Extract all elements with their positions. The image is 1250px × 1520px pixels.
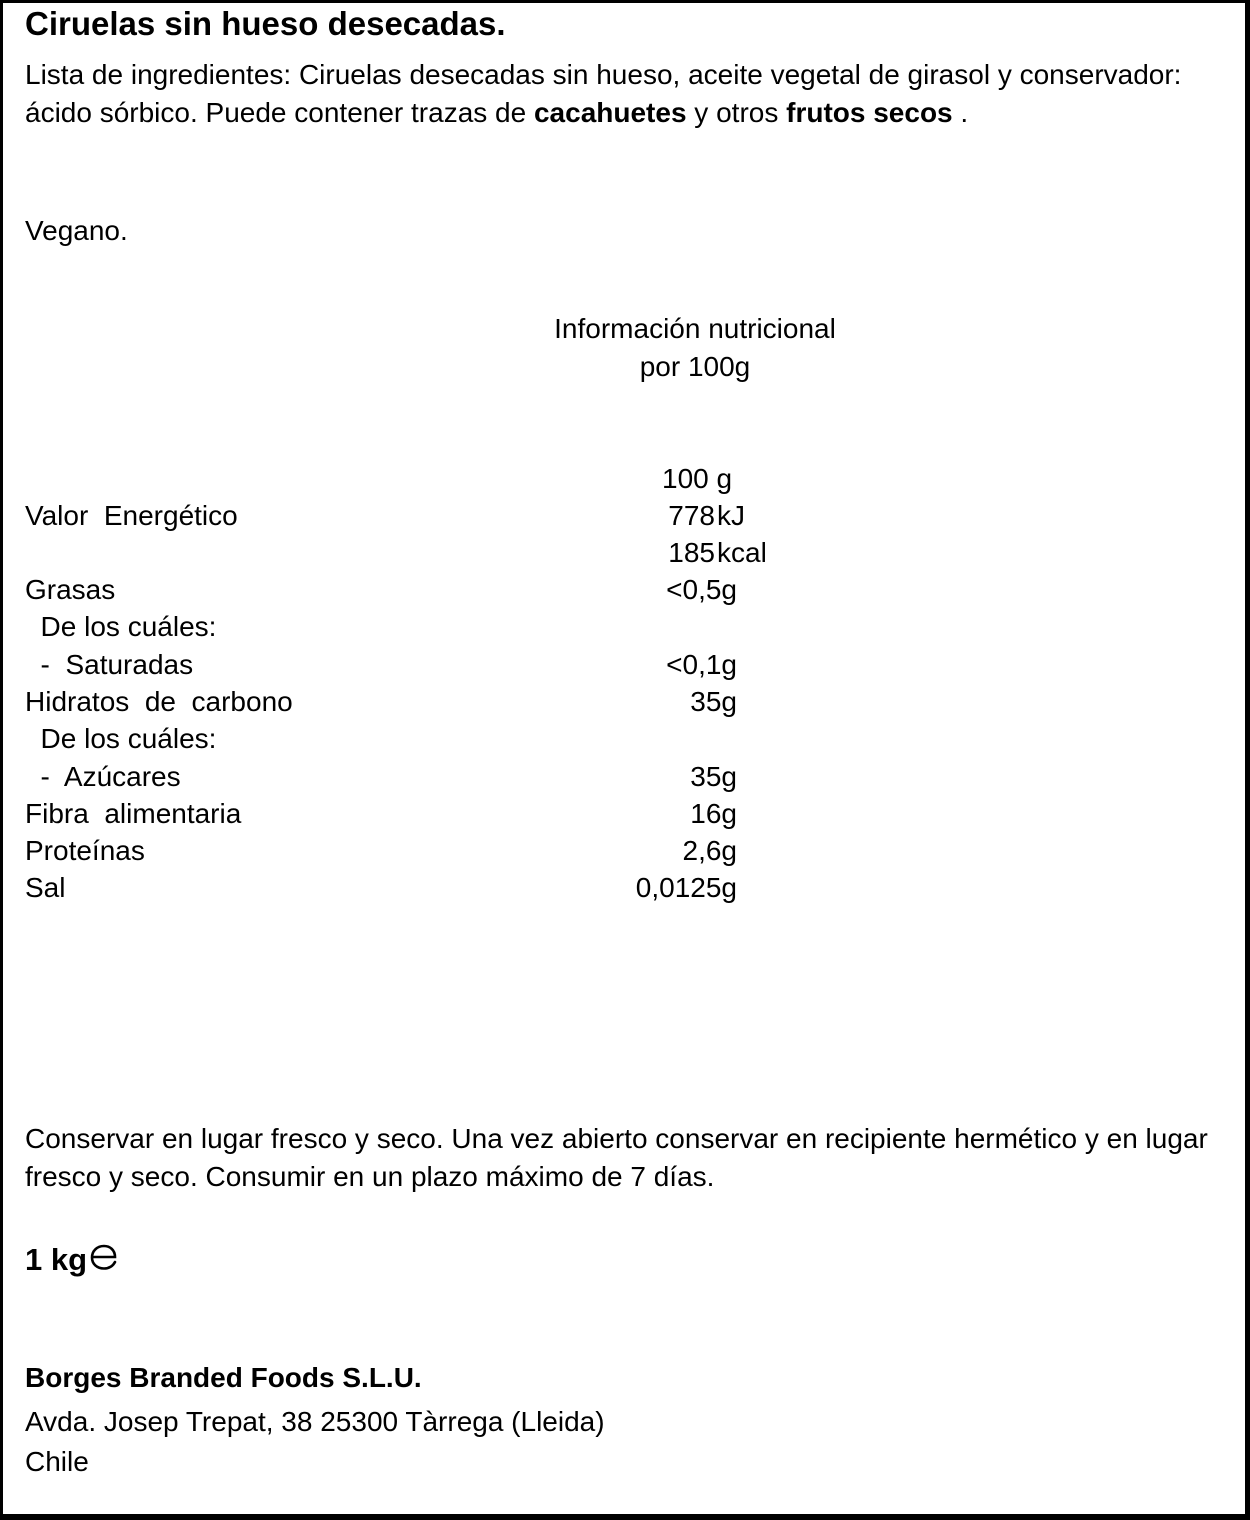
- nutrient-label: Fibra alimentaria: [25, 798, 242, 829]
- nutrient-label: De los cuáles:: [25, 723, 217, 754]
- nutrient-value: <0,1g: [666, 649, 737, 680]
- nutrition-row: [25, 869, 825, 906]
- nutrition-row-energy-kj: [25, 497, 825, 534]
- company-address: Avda. Josep Trepat, 38 25300 Tàrrega (Lleida): [25, 1406, 605, 1437]
- energy-kcal-unit: kcal: [717, 537, 767, 568]
- nutrition-row: [25, 795, 825, 832]
- ingredients-list: [25, 56, 1220, 132]
- nutrient-label: Sal: [25, 872, 66, 903]
- ingredients-end: .: [952, 97, 969, 128]
- nutrition-column-header: [25, 460, 825, 497]
- nutrient-label: - Azúcares: [25, 761, 181, 792]
- energy-kj-value: 778: [668, 500, 715, 531]
- nutrition-row: [25, 608, 825, 645]
- storage-instructions: Conservar en lugar fresco y seco. Una vez abierto conservar en recipiente hermético y en lugar fresco y seco. Consumir en un plazo máximo de 7 días.: [25, 1123, 1208, 1192]
- energy-kj-unit: kJ: [717, 500, 745, 531]
- energy-kcal-value: 185: [668, 537, 715, 568]
- nutrition-heading: Información nutricional: [554, 313, 836, 344]
- nutrition-row: [25, 683, 825, 720]
- e-mark-icon: [89, 1242, 119, 1282]
- nutrition-row-energy-kcal: [25, 534, 825, 571]
- company-name: Borges Branded Foods S.L.U.: [25, 1362, 422, 1393]
- nutrition-row: [25, 758, 825, 795]
- nutrient-value: 2,6g: [682, 835, 737, 866]
- diet-label: Vegano.: [25, 215, 128, 246]
- nutrient-value: <0,5g: [666, 574, 737, 605]
- nutrition-row: [25, 571, 825, 608]
- nutrient-label: De los cuáles:: [25, 611, 217, 642]
- ingredients-connector: y otros: [686, 97, 787, 128]
- nutrient-label: - Saturadas: [25, 649, 194, 680]
- origin-country: Chile: [25, 1446, 89, 1477]
- allergen-peanuts: cacahuetes: [533, 97, 687, 128]
- nutrient-label: Proteínas: [25, 835, 145, 866]
- nutrient-label: Hidratos de carbono: [25, 686, 293, 717]
- nutrition-row: [25, 646, 825, 683]
- ingredients-text: Lista de ingredientes: Ciruelas desecadas sin hueso, aceite vegetal de girasol y conservador: ácido sórbico. Puede contener trazas de: [25, 59, 1182, 128]
- column-header-label: 100 g: [662, 463, 733, 494]
- product-title: Ciruelas sin hueso desecadas.: [25, 5, 506, 42]
- nutrient-value: 16g: [690, 798, 737, 829]
- nutrient-value: 0,0125g: [635, 872, 737, 903]
- net-weight: [25, 1240, 119, 1282]
- allergen-nuts: frutos secos: [786, 97, 953, 128]
- nutrient-label: Grasas: [25, 574, 116, 605]
- nutrition-row: [25, 832, 825, 869]
- nutrient-value: 35g: [690, 686, 737, 717]
- net-weight-value: 1 kg: [25, 1242, 88, 1277]
- energy-label: Valor Energético: [25, 500, 238, 531]
- nutrition-row: [25, 720, 825, 757]
- nutrition-subheading: por 100g: [639, 351, 751, 382]
- nutrient-value: 35g: [690, 761, 737, 792]
